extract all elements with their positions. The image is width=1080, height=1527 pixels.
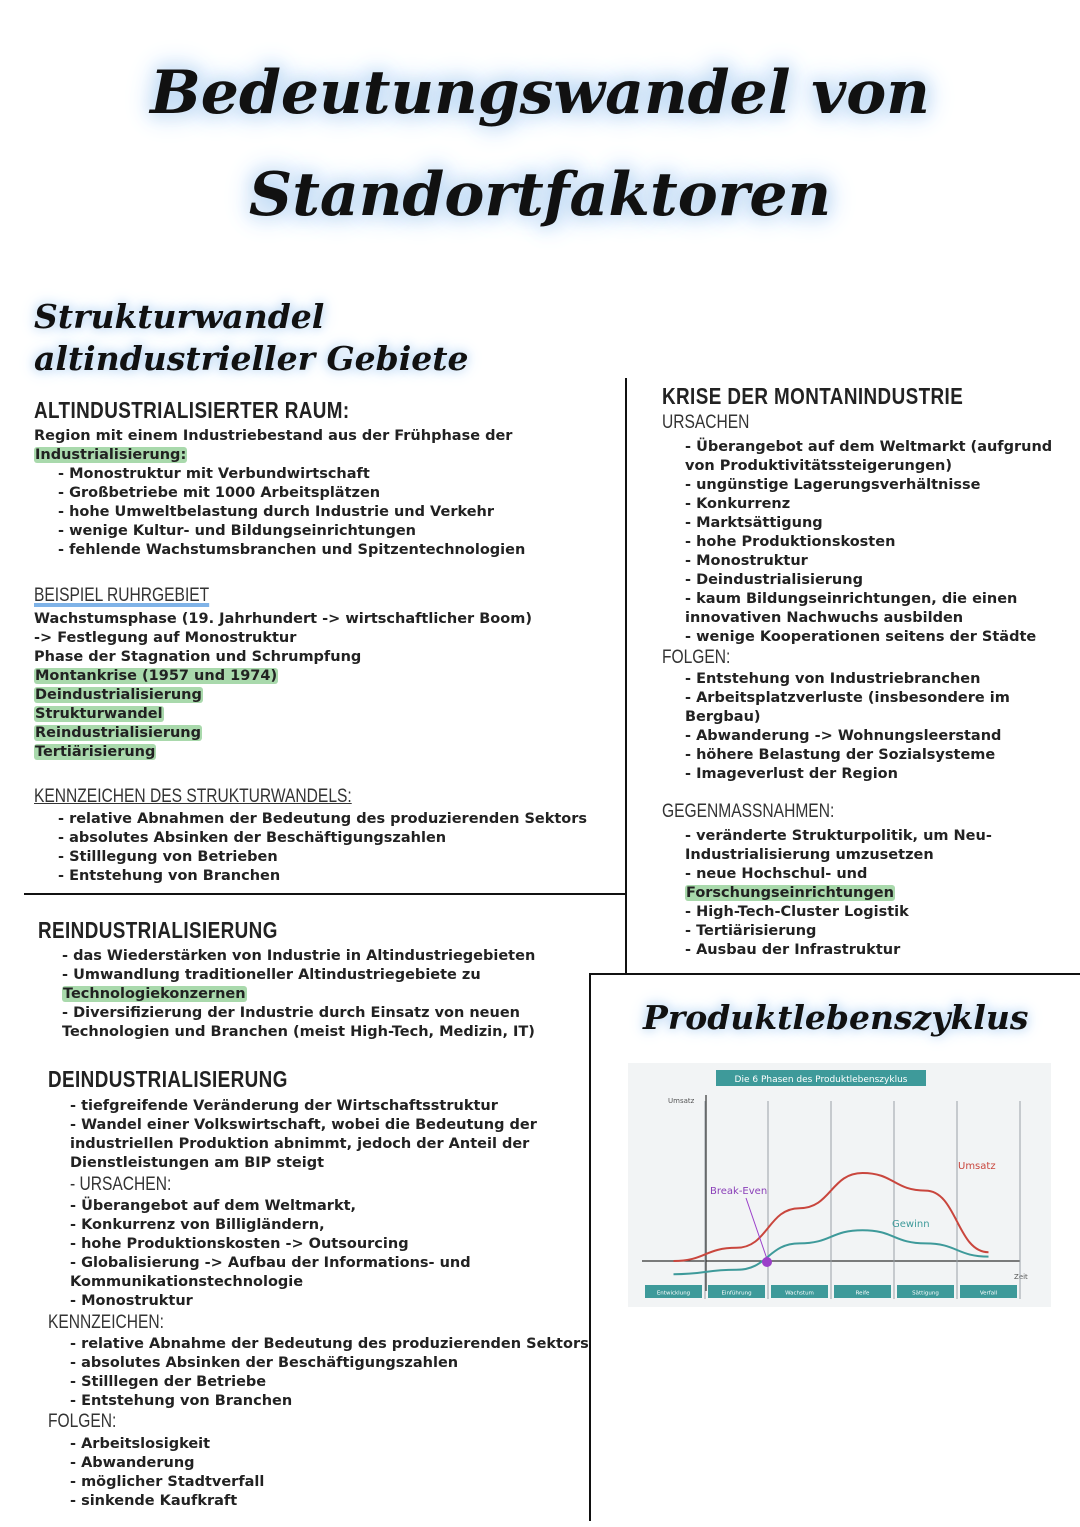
page-title-line1: Bedeutungswandel von: [150, 58, 930, 128]
list-item: - relative Abnahme der Bedeutung des produzierenden Sektors: [70, 1336, 589, 1352]
list-item: - Abwanderung -> Wohnungsleerstand: [685, 728, 1002, 744]
page-title-line2: Standortfaktoren: [248, 160, 832, 230]
list-item: - Entstehung von Branchen: [58, 868, 281, 884]
plz-heading: Produktlebenszyklus: [643, 998, 1029, 1037]
phase-label: Wachstum: [785, 1290, 814, 1297]
list-item: - Monostruktur: [685, 553, 808, 569]
alt-intro-2: Industrialisierung:: [35, 447, 187, 463]
list-item: von Produktivitätssteigerungen): [685, 458, 953, 474]
list-item: - Monostruktur: [70, 1293, 193, 1309]
phase-label: Verfall: [979, 1290, 998, 1297]
list-item: Phase der Stagnation und Schrumpfung: [34, 649, 362, 665]
list-item: Wachstumsphase (19. Jahrhundert -> wirtschaftlicher Boom): [34, 611, 532, 627]
list-item: Technologien und Branchen (meist High-Tech, Medizin, IT): [62, 1024, 535, 1040]
list-item: - Tertiärisierung: [685, 923, 817, 939]
krise-folgen-list: [685, 670, 1010, 784]
list-item: innovativen Nachwuchs ausbilden: [685, 610, 964, 626]
list-item: - kaum Bildungseinrichtungen, die einen: [685, 591, 1018, 607]
list-item: - Abwanderung: [70, 1455, 195, 1471]
list-item: - High-Tech-Cluster Logistik: [685, 904, 909, 920]
alt-list: [58, 465, 525, 560]
list-item: - Imageverlust der Region: [685, 766, 898, 782]
beispiel-list: [34, 610, 532, 762]
break-even-label: Break-Even: [710, 1186, 768, 1197]
krise-heading: KRISE DER MONTANINDUSTRIE: [662, 383, 964, 409]
list-item: Technologiekonzernen: [63, 986, 246, 1002]
list-item: - Entstehung von Industriebranchen: [685, 671, 981, 687]
deind-ursachen-label: - URSACHEN:: [70, 1174, 172, 1195]
list-item: - absolutes Absinken der Beschäftigungszahlen: [70, 1355, 459, 1371]
list-item: - Wandel einer Volkswirtschaft, wobei die Bedeutung der: [70, 1117, 537, 1133]
reind-list: [62, 947, 535, 1042]
phase-label: Einführung: [721, 1290, 752, 1297]
list-item: - Diversifizierung der Industrie durch Einsatz von neuen: [62, 1005, 520, 1021]
list-item: - neue Hochschul- und: [685, 866, 868, 882]
list-item: - Arbeitslosigkeit: [70, 1436, 211, 1452]
list-item: Strukturwandel: [35, 706, 163, 722]
alt-intro-1: Region mit einem Industriebestand aus der Frühphase der: [34, 428, 513, 444]
deind-heading: DEINDUSTRIALISIERUNG: [48, 1066, 288, 1092]
break-even-point: [762, 1257, 772, 1267]
list-item: - Überangebot auf dem Weltmarkt (aufgrund: [685, 439, 1053, 455]
list-item: Bergbau): [685, 709, 761, 725]
list-item: - wenige Kultur- und Bildungseinrichtungen: [58, 523, 416, 539]
deind-kennzeichen-label: KENNZEICHEN:: [48, 1312, 165, 1333]
list-item: - sinkende Kaufkraft: [70, 1493, 238, 1509]
deind-kennzeichen-list: [70, 1335, 589, 1411]
gewinn-label: Gewinn: [892, 1219, 930, 1230]
list-item: - Konkurrenz: [685, 496, 791, 512]
krise-ursachen-label: URSACHEN: [662, 412, 750, 433]
list-item: - hohe Produktionskosten -> Outsourcing: [70, 1236, 409, 1252]
phase-label: Reife: [855, 1290, 870, 1297]
divider: [589, 973, 591, 1521]
phase-label: Entwicklung: [656, 1290, 691, 1297]
list-item: - möglicher Stadtverfall: [70, 1474, 265, 1490]
list-item: - Konkurrenz von Billigländern,: [70, 1217, 325, 1233]
alt-block: [34, 427, 512, 465]
list-item: - Monostruktur mit Verbundwirtschaft: [58, 466, 370, 482]
list-item: - wenige Kooperationen seitens der Städte: [685, 629, 1037, 645]
list-item: - Stilllegung von Betrieben: [58, 849, 278, 865]
list-item: - hohe Umweltbelastung durch Industrie und Verkehr: [58, 504, 495, 520]
list-item: - Deindustrialisierung: [685, 572, 863, 588]
umsatz-label: Umsatz: [958, 1161, 996, 1172]
list-item: Forschungseinrichtungen: [686, 885, 894, 901]
krise-folgen-label: FOLGEN:: [662, 647, 731, 668]
list-item: Kommunikationstechnologie: [70, 1274, 304, 1290]
deind-folgen-label: FOLGEN:: [48, 1411, 117, 1432]
list-item: - Globalisierung -> Aufbau der Informations- und: [70, 1255, 471, 1271]
list-item: Dienstleistungen am BIP steigt: [70, 1155, 325, 1171]
list-item: - hohe Produktionskosten: [685, 534, 896, 550]
krise-ursachen-list: [685, 438, 1052, 647]
list-item: Tertiärisierung: [35, 744, 156, 760]
phase-label: Sättigung: [912, 1290, 939, 1297]
plz-chart-svg: [628, 1063, 1051, 1307]
deind-list: [70, 1097, 537, 1173]
list-item: -> Festlegung auf Monostruktur: [34, 630, 297, 646]
plz-chart: [628, 1063, 1051, 1307]
list-item: - Stilllegen der Betriebe: [70, 1374, 267, 1390]
list-item: - Ausbau der Infrastruktur: [685, 942, 901, 958]
break-even-pointer: [746, 1198, 767, 1259]
y-axis-label: Umsatz: [668, 1097, 695, 1105]
list-item: - ungünstige Lagerungsverhältnisse: [685, 477, 981, 493]
list-item: Deindustrialisierung: [35, 687, 202, 703]
reind-heading: REINDUSTRIALISIERUNG: [38, 917, 278, 943]
x-axis-label: Zeit: [1014, 1273, 1028, 1281]
list-item: - Marktsättigung: [685, 515, 823, 531]
list-item: - Umwandlung traditioneller Altindustriegebiete zu: [62, 967, 481, 983]
divider: [625, 378, 627, 975]
list-item: Industrialisierung umzusetzen: [685, 847, 934, 863]
kennzeichen-heading: KENNZEICHEN DES STRUKTURWANDELS:: [34, 786, 352, 807]
list-item: Montankrise (1957 und 1974): [35, 668, 278, 684]
divider: [590, 973, 1080, 975]
section-subtitle: Strukturwandel altindustrieller Gebiete: [34, 297, 469, 378]
deind-ursachen-list: [70, 1197, 471, 1311]
list-item: - Überangebot auf dem Weltmarkt,: [70, 1198, 357, 1214]
krise-gegen-label: GEGENMASSNAHMEN:: [662, 801, 835, 822]
alt-heading: ALTINDUSTRIALISIERTER RAUM:: [34, 397, 350, 423]
list-item: industriellen Produktion abnimmt, jedoch der Anteil der: [70, 1136, 530, 1152]
list-item: - absolutes Absinken der Beschäftigungszahlen: [58, 830, 447, 846]
beispiel-heading: BEISPIEL RUHRGEBIET: [34, 585, 210, 606]
chart-title: Die 6 Phasen des Produktlebenszyklus: [734, 1075, 908, 1085]
list-item: - Arbeitsplatzverluste (insbesondere im: [685, 690, 1010, 706]
list-item: - Großbetriebe mit 1000 Arbeitsplätzen: [58, 485, 381, 501]
list-item: - Entstehung von Branchen: [70, 1393, 293, 1409]
list-item: - das Wiederstärken von Industrie in Altindustriegebieten: [62, 948, 536, 964]
divider: [24, 893, 627, 895]
list-item: - fehlende Wachstumsbranchen und Spitzentechnologien: [58, 542, 526, 558]
list-item: Reindustrialisierung: [35, 725, 202, 741]
list-item: - höhere Belastung der Sozialsysteme: [685, 747, 996, 763]
krise-gegen-list: [685, 827, 992, 960]
kennzeichen-list: [58, 810, 587, 886]
list-item: - relative Abnahmen der Bedeutung des produzierenden Sektors: [58, 811, 588, 827]
list-item: - tiefgreifende Veränderung der Wirtschaftsstruktur: [70, 1098, 498, 1114]
list-item: - veränderte Strukturpolitik, um Neu-: [685, 828, 992, 844]
deind-folgen-list: [70, 1435, 264, 1511]
